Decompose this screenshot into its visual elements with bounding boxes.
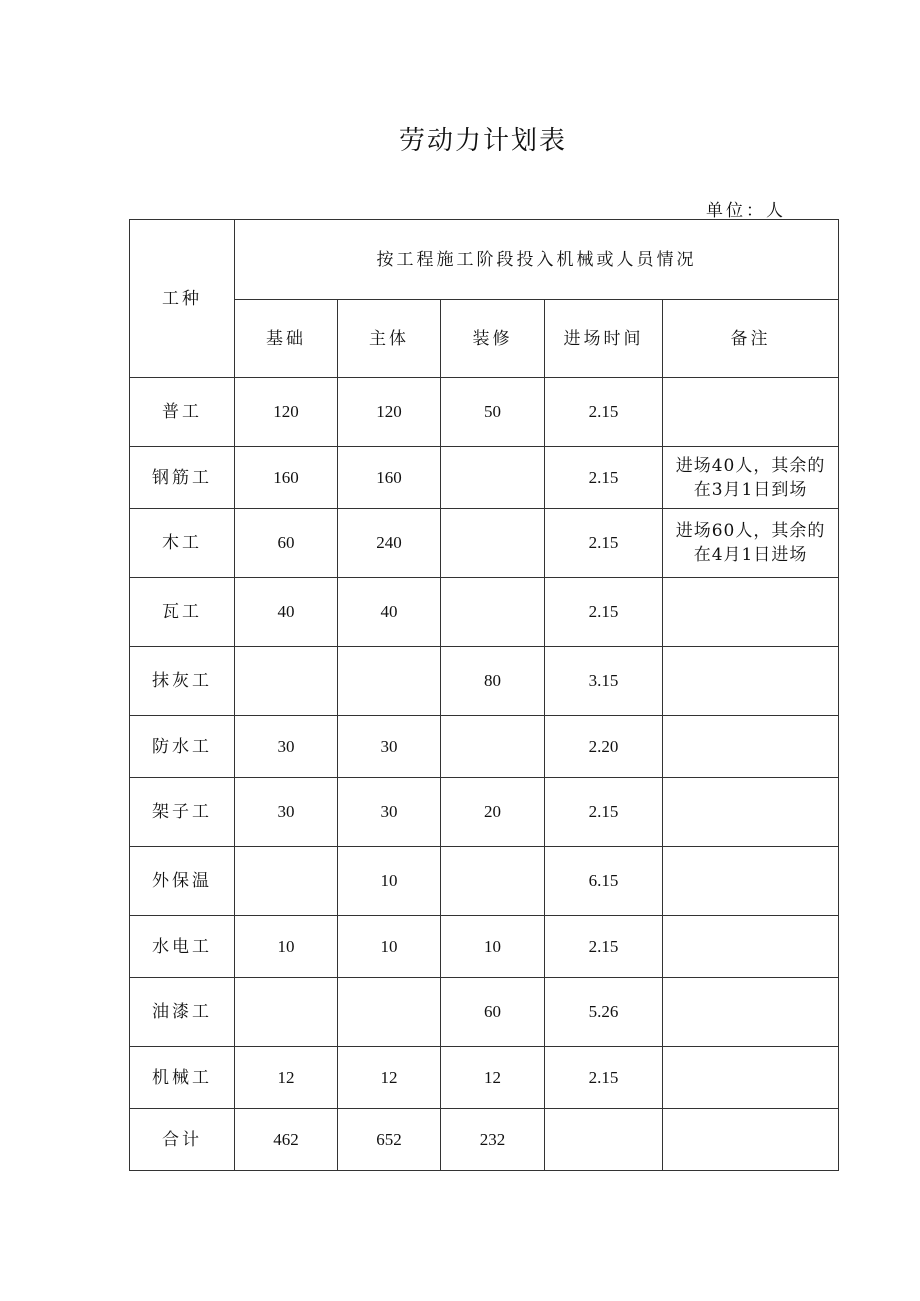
cell-trade: 水电工 <box>130 916 235 978</box>
cell-trade: 钢筋工 <box>130 447 235 509</box>
cell-foundation: 40 <box>235 578 338 647</box>
cell-foundation <box>235 647 338 716</box>
table-row <box>130 916 839 978</box>
cell-foundation <box>235 847 338 916</box>
header-remarks: 备注 <box>663 300 839 378</box>
cell-remarks <box>663 778 839 847</box>
header-foundation: 基础 <box>235 300 338 378</box>
cell-foundation: 10 <box>235 916 338 978</box>
cell-main-structure: 120 <box>338 378 441 447</box>
cell-entry-time <box>545 1109 663 1171</box>
table-row <box>130 1047 839 1109</box>
cell-main-structure: 30 <box>338 716 441 778</box>
cell-decoration <box>441 847 545 916</box>
cell-main-structure: 652 <box>338 1109 441 1171</box>
header-decoration: 装修 <box>441 300 545 378</box>
table-row <box>130 716 839 778</box>
cell-trade: 瓦工 <box>130 578 235 647</box>
cell-entry-time: 6.15 <box>545 847 663 916</box>
table-row <box>130 578 839 647</box>
cell-remarks <box>663 578 839 647</box>
table-row <box>130 978 839 1047</box>
cell-decoration: 80 <box>441 647 545 716</box>
cell-decoration: 60 <box>441 978 545 1047</box>
cell-foundation: 120 <box>235 378 338 447</box>
document-title: 劳动力计划表 <box>398 126 567 156</box>
cell-decoration: 12 <box>441 1047 545 1109</box>
cell-main-structure: 10 <box>338 916 441 978</box>
cell-decoration <box>441 447 545 509</box>
cell-remarks <box>663 1109 839 1171</box>
cell-trade: 抹灰工 <box>130 647 235 716</box>
table-row <box>130 647 839 716</box>
table-row <box>130 778 839 847</box>
cell-decoration <box>441 578 545 647</box>
cell-remarks <box>663 647 839 716</box>
cell-main-structure: 240 <box>338 509 441 578</box>
header-group: 按工程施工阶段投入机械或人员情况 <box>235 220 839 300</box>
cell-foundation: 462 <box>235 1109 338 1171</box>
cell-entry-time: 2.20 <box>545 716 663 778</box>
cell-decoration: 20 <box>441 778 545 847</box>
labor-plan-table <box>129 219 839 1171</box>
cell-trade: 普工 <box>130 378 235 447</box>
cell-foundation: 12 <box>235 1047 338 1109</box>
cell-foundation: 60 <box>235 509 338 578</box>
table-row <box>130 447 839 509</box>
header-trade: 工种 <box>130 220 235 378</box>
cell-entry-time: 3.15 <box>545 647 663 716</box>
cell-main-structure: 10 <box>338 847 441 916</box>
cell-decoration <box>441 716 545 778</box>
cell-remarks <box>663 509 839 578</box>
cell-decoration: 232 <box>441 1109 545 1171</box>
cell-decoration: 50 <box>441 378 545 447</box>
cell-entry-time: 2.15 <box>545 509 663 578</box>
remark-line: 在4月1日进场 <box>693 545 808 565</box>
cell-trade: 机械工 <box>130 1047 235 1109</box>
remark-line: 进场40人，其余的 <box>675 455 826 476</box>
cell-remarks <box>663 716 839 778</box>
cell-main-structure: 30 <box>338 778 441 847</box>
table-body <box>130 220 839 1171</box>
cell-main-structure <box>338 978 441 1047</box>
cell-remarks <box>663 978 839 1047</box>
header-entry-time: 进场时间 <box>545 300 663 378</box>
table-row <box>130 1109 839 1171</box>
cell-trade: 防水工 <box>130 716 235 778</box>
cell-entry-time: 2.15 <box>545 778 663 847</box>
cell-trade: 合计 <box>130 1109 235 1171</box>
cell-foundation: 30 <box>235 716 338 778</box>
cell-remarks <box>663 916 839 978</box>
cell-trade: 木工 <box>130 509 235 578</box>
unit-label: 单位：人 <box>706 201 786 221</box>
cell-main-structure <box>338 647 441 716</box>
cell-foundation <box>235 978 338 1047</box>
table-row <box>130 378 839 447</box>
cell-trade: 架子工 <box>130 778 235 847</box>
cell-entry-time: 5.26 <box>545 978 663 1047</box>
table-row <box>130 847 839 916</box>
cell-remarks <box>663 847 839 916</box>
table-row <box>130 509 839 578</box>
header-row-group <box>130 220 839 300</box>
cell-entry-time: 2.15 <box>545 916 663 978</box>
cell-remarks <box>663 447 839 509</box>
remark-line: 在3月1日到场 <box>693 479 808 500</box>
cell-entry-time: 2.15 <box>545 378 663 447</box>
cell-foundation: 30 <box>235 778 338 847</box>
cell-entry-time: 2.15 <box>545 578 663 647</box>
cell-remarks <box>663 1047 839 1109</box>
cell-entry-time: 2.15 <box>545 1047 663 1109</box>
header-row-columns <box>130 300 839 378</box>
cell-entry-time: 2.15 <box>545 447 663 509</box>
cell-remarks <box>663 378 839 447</box>
cell-decoration: 10 <box>441 916 545 978</box>
cell-trade: 油漆工 <box>130 978 235 1047</box>
cell-main-structure: 160 <box>338 447 441 509</box>
cell-decoration <box>441 509 545 578</box>
cell-foundation: 160 <box>235 447 338 509</box>
cell-main-structure: 12 <box>338 1047 441 1109</box>
header-main-structure: 主体 <box>338 300 441 378</box>
remark-line: 进场60人，其余的 <box>675 521 826 541</box>
cell-main-structure: 40 <box>338 578 441 647</box>
cell-trade: 外保温 <box>130 847 235 916</box>
